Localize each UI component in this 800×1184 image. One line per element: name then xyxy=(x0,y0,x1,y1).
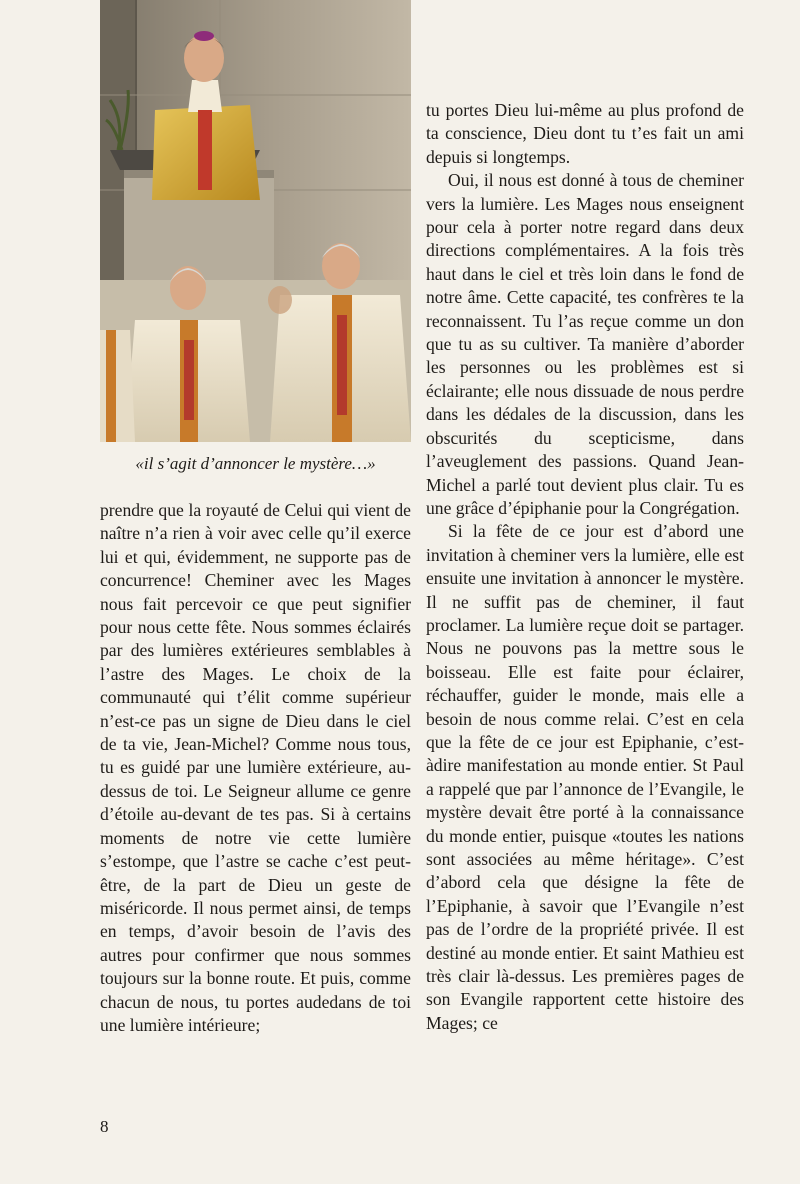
photo-illustration xyxy=(100,0,411,442)
right-paragraph-1: tu portes Dieu lui-même au plus profond de ta conscience, Dieu dont tu t’es fait un ami depuis si longtemps. xyxy=(426,100,744,167)
photo xyxy=(100,0,411,442)
right-paragraph-3: Si la fête de ce jour est d’abord une invitation à cheminer vers la lumière, elle est ensuite une invitation à annoncer le mystère. Il ne suffit pas de cheminer, il faut proclamer. La lumière reçue doit se partager. Nous ne pouvons pas la mettre sous le boisseau. Elle est faite pour éclairer, réchauffer, guider le monde, mais elle a besoin de nous comme relai. C’est en cela que la fête de ce jour est Epiphanie, c’est-àdire manifestation au monde entier. St Paul a rappelé que par l’annonce de l’Evangile, le mystère devait être porté à la connaissance du monde entier, puisque «toutes les nations sont associées au même héritage». C’est d’abord cela que désigne la fête de l’Epiphanie, à savoir que l’Evangile n’est pas de l’ordre de la propriété privée. Il est destiné au monde entier. Et saint Mathieu est très clair là-dessus. Les premières pages de son Evangile rapportent cette histoire des Mages; ce xyxy=(426,521,744,1033)
right-paragraph-2: Oui, il nous est donné à tous de cheminer vers la lumière. Les Mages nous enseignent pour cela à porter notre regard dans deux directions complémentaires. A la fois très haut dans le ciel et très loin dans le fond de notre âme. Cette capacité, tes confrères te la reconnaissent. Tu l’as reçue comme un don que tu as su cultiver. Ta manière d’aborder les personnes ou les problèmes est si éclairante; elle nous dissuade de nous perdre dans les dédales de la discussion, dans les obscurités du scepticisme, dans l’aveuglement des passions. Quand Jean-Michel a parlé tout devient plus clair. Tu es une grâce d’épiphanie pour la Congrégation. xyxy=(426,170,744,518)
right-column xyxy=(426,99,744,1035)
left-paragraph-1: prendre que la royauté de Celui qui vient de naître n’a rien à voir avec celle qu’il exerce lui et qui, évidemment, ne supporte pas de concurrence! Cheminer avec les Mages nous fait percevoir ce que peut signifier pour nous cette fête. Nous sommes éclairés par des lumières extérieures semblables à l’astre des Mages. Le choix de la communauté qui t’élit comme supérieur n’est-ce pas un signe de Dieu dans le ciel de ta vie, Jean-Michel? Comme nous tous, tu es guidé par une lumière extérieure, au-dessus de toi. Le Seigneur allume ce genre d’étoile au-devant de tes pas. Si à certains moments de notre vie cette lumière s’estompe, que l’astre se cache c’est peut-être, de la part de Dieu un geste de miséricorde. Il nous permet ainsi, de temps en temps, d’avoir besoin de l’avis des autres pour confirmer que nous sommes toujours sur la bonne route. Et puis, comme chacun de nous, tu portes audedans de toi une lumière intérieure; xyxy=(100,500,411,1035)
page-number: 8 xyxy=(100,1117,109,1136)
photo-caption: «il s’agit d’annoncer le mystère…» xyxy=(135,454,376,473)
left-column xyxy=(100,499,411,1037)
